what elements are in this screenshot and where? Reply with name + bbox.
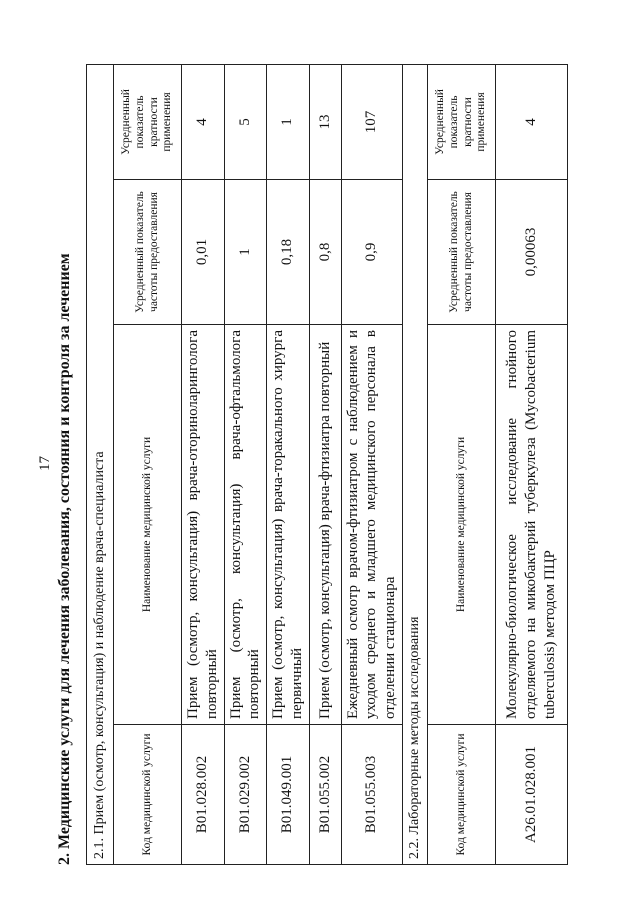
- service-code: B01.028.002: [182, 725, 225, 865]
- service-name: Прием (осмотр, консультация) врача-фтизиатра повторный: [309, 325, 341, 725]
- header-multiplicity: Усредненный показатель кратности применения: [428, 64, 496, 179]
- multiplicity-value: 4: [182, 64, 225, 179]
- table-row: [341, 64, 402, 864]
- table-row: [267, 64, 310, 864]
- table-caption: 2.1. Прием (осмотр, консультация) и наблюдение врача-специалиста: [87, 64, 114, 864]
- multiplicity-value: 5: [224, 64, 267, 179]
- service-code: B01.055.002: [309, 725, 341, 865]
- multiplicity-value: 13: [309, 64, 341, 179]
- frequency-value: 0,01: [182, 180, 225, 325]
- table-consultations: [86, 64, 403, 865]
- multiplicity-value: 1: [267, 64, 310, 179]
- service-code: B01.029.002: [224, 725, 267, 865]
- table-caption: 2.2. Лабораторные методы исследования: [403, 64, 428, 864]
- service-code: B01.049.001: [267, 725, 310, 865]
- table-row: [496, 64, 568, 864]
- table-laboratory: [402, 64, 568, 865]
- service-name: Ежедневный осмотр врачом-фтизиатром с наблюдением и уходом среднего и младшего медицинского персонала в отделении стационара: [341, 325, 402, 725]
- frequency-value: 0,9: [341, 180, 402, 325]
- header-name: Наименование медицинской услуги: [428, 325, 496, 725]
- header-multiplicity: Усредненный показатель кратности применения: [114, 64, 182, 179]
- frequency-value: 0,8: [309, 180, 341, 325]
- service-name: Молекулярно-биологическое исследование гнойного отделяемого на микобактерий туберкулеза (Mycobacterium tuberculosis) методом ПЦР: [496, 325, 568, 725]
- table-row: [224, 64, 267, 864]
- frequency-value: 1: [224, 180, 267, 325]
- frequency-value: 0,18: [267, 180, 310, 325]
- header-name: Наименование медицинской услуги: [114, 325, 182, 725]
- service-code: B01.055.003: [341, 725, 402, 865]
- header-frequency: Усредненный показатель частоты предоставления: [114, 180, 182, 325]
- table-row: [182, 64, 225, 864]
- table-row: [309, 64, 341, 864]
- section-heading: 2. Медицинские услуги для лечения заболевания, состояния и контроля за лечением: [56, 253, 73, 865]
- header-frequency: Усредненный показатель частоты предоставления: [428, 180, 496, 325]
- service-name: Прием (осмотр, консультация) врача-офтальмолога повторный: [224, 325, 267, 725]
- header-code: Код медицинской услуги: [428, 725, 496, 865]
- page-number: 17: [37, 456, 53, 471]
- frequency-value: 0,00063: [496, 180, 568, 325]
- service-name: Прием (осмотр, консультация) врача-торакального хирурга первичный: [267, 325, 310, 725]
- header-code: Код медицинской услуги: [114, 725, 182, 865]
- service-code: A26.01.028.001: [496, 725, 568, 865]
- multiplicity-value: 4: [496, 64, 568, 179]
- multiplicity-value: 107: [341, 64, 402, 179]
- service-name: Прием (осмотр, консультация) врача-оториноларинголога повторный: [182, 325, 225, 725]
